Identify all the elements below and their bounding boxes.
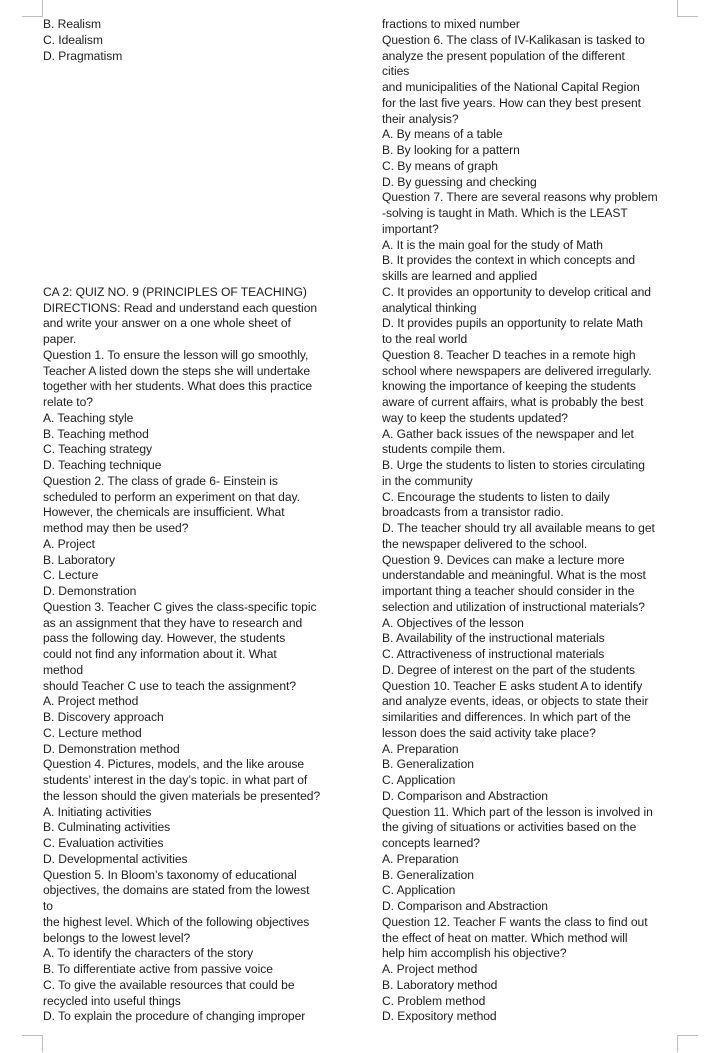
text-line: pass the following day. However, the students	[43, 631, 286, 646]
text-line: analyze the present population of the different	[382, 48, 625, 63]
text-line: D. Developmental activities	[43, 851, 188, 866]
text-line: skills are learned and applied	[382, 269, 538, 283]
text-line: B. Generalization	[382, 757, 474, 772]
text-line: C. Idealism	[43, 32, 103, 47]
text-line: B. By looking for a pattern	[382, 143, 520, 157]
text-line: relate to?	[43, 395, 93, 409]
text-line: Question 3. Teacher C gives the class-specific topic	[43, 599, 317, 614]
blank-line	[43, 253, 365, 269]
text-line: and municipalities of the National Capital Region	[382, 80, 640, 94]
text-line: D. Degree of interest on the part of the students	[382, 662, 636, 677]
text-line: B. Generalization	[382, 867, 474, 882]
text-line: should Teacher C use to teach the assignment?	[43, 678, 296, 693]
blank-line	[43, 190, 365, 206]
text-line: A. Initiating activities	[43, 804, 152, 819]
text-line: D. Expository method	[382, 1009, 497, 1024]
text-line: D. By guessing and checking	[382, 174, 537, 189]
text-line: help him accomplish his objective?	[382, 946, 567, 961]
text-line: knowing the importance of keeping the students	[382, 379, 636, 394]
text-line: students compile them.	[382, 442, 506, 457]
text-line: C. Attractiveness of instructional materials	[382, 647, 605, 661]
text-line: C. Encourage the students to listen to daily	[382, 489, 610, 504]
blank-line	[43, 222, 365, 238]
text-line: B. Laboratory method	[382, 977, 498, 992]
text-line: together with her students. What does this practice	[43, 379, 313, 394]
text-line: similarities and differences. In which part of the	[382, 710, 631, 724]
text-line: C. By means of graph	[382, 158, 498, 173]
text-line: D. Teaching technique	[43, 458, 162, 472]
text-line: Question 4. Pictures, models, and the like arouse	[43, 757, 305, 772]
text-line: the giving of situations or activities based on the	[382, 820, 637, 835]
text-line: A. By means of a table	[382, 127, 503, 142]
text-line: important?	[382, 221, 439, 236]
text-line: Question 6. The class of IV-Kalikasan is tasked to	[382, 32, 645, 47]
page-corner-mark	[22, 0, 43, 17]
text-line: A. Project	[43, 536, 95, 551]
text-line: A. Project method	[382, 962, 478, 976]
blank-line	[43, 80, 365, 96]
text-line: C. Evaluation activities	[43, 836, 164, 850]
text-line: selection and utilization of instructional materials?	[382, 599, 645, 614]
text-line: A. It is the main goal for the study of Math	[382, 237, 603, 252]
text-line: Question 8. Teacher D teaches in a remote high	[382, 347, 636, 362]
text-line: in the community	[382, 473, 473, 488]
text-line: Question 5. In Bloom’s taxonomy of educational	[43, 867, 297, 882]
text-line: C. It provides an opportunity to develop critical and	[382, 284, 651, 299]
text-line: B. Laboratory	[43, 552, 115, 567]
text-line: D. To explain the procedure of changing improper	[43, 1009, 306, 1024]
text-line: A. Teaching style	[43, 410, 134, 425]
blank-line	[43, 238, 365, 254]
text-line: B. Availability of the instructional materials	[382, 631, 605, 646]
text-line: Teacher A listed down the steps she will undertake	[43, 363, 311, 378]
text-line: D. Demonstration	[43, 584, 137, 598]
text-line: objectives, the domains are stated from the lowest	[43, 883, 310, 898]
text-line: D. The teacher should try all available means to get	[382, 521, 655, 535]
text-line: A. Objectives of the lesson	[382, 615, 524, 630]
text-line: Question 1. To ensure the lesson will go smoothly,	[43, 347, 309, 362]
text-line: for the last five years. How can they best present	[382, 95, 641, 110]
text-line: C. Lecture	[43, 568, 99, 583]
text-line: B. To differentiate active from passive voice	[43, 962, 273, 976]
text-line: C. Application	[382, 773, 456, 787]
text-line: method may then be used?	[43, 521, 189, 535]
text-line: understandable and meaningful. What is the most	[382, 568, 646, 583]
text-line: could not find any information about it. What	[43, 647, 277, 661]
text-line: aware of current affairs, what is probably the best	[382, 395, 644, 409]
page-corner-mark	[22, 1035, 43, 1052]
blank-line	[43, 64, 365, 80]
text-line: the lesson should the given materials be presented?	[43, 788, 321, 803]
text-line: B. Culminating activities	[43, 820, 171, 835]
text-line: D. Comparison and Abstraction	[382, 899, 548, 913]
text-line: C. To give the available resources that could be	[43, 977, 295, 992]
text-line: B. It provides the context in which concepts and	[382, 253, 636, 268]
page-corner-mark	[677, 0, 698, 17]
text-line: A. Project method	[43, 694, 139, 709]
text-line: However, the chemicals are insufficient. What	[43, 505, 285, 520]
text-line: CA 2: QUIZ NO. 9 (PRINCIPLES OF TEACHING)	[43, 284, 307, 299]
text-line: C. Teaching strategy	[43, 442, 153, 457]
text-line: D. It provides pupils an opportunity to relate Math	[382, 316, 643, 331]
text-line: concepts learned?	[382, 836, 480, 850]
text-line: Question 9. Devices can make a lecture more	[382, 552, 625, 567]
text-line: DIRECTIONS: Read and understand each question	[43, 300, 318, 315]
text-line: method	[43, 662, 84, 677]
text-line: the newspaper delivered to the school.	[382, 536, 588, 551]
text-line: B. Discovery approach	[43, 710, 164, 724]
text-line: B. Realism	[43, 17, 101, 31]
text-line: way to keep the students updated?	[382, 410, 568, 425]
page-corner-mark	[677, 1035, 698, 1052]
text-line: school where newspapers are delivered irregularly.	[382, 363, 652, 378]
blank-line	[43, 206, 365, 222]
text-line: D. Pragmatism	[43, 48, 123, 63]
blank-line	[43, 96, 365, 112]
right-text-column	[382, 17, 712, 1025]
text-line: belongs to the lowest level?	[43, 930, 191, 945]
text-line: Question 7. There are several reasons why problem	[382, 190, 658, 205]
blank-line	[43, 159, 365, 175]
text-line: paper.	[43, 332, 77, 346]
text-line: Question 10. Teacher E asks student A to identify	[382, 678, 643, 693]
blank-line	[43, 143, 365, 159]
text-line: -solving is taught in Math. Which is the LEAST	[382, 206, 628, 220]
text-line: the highest level. Which of the following objectives	[43, 914, 310, 929]
text-line: analytical thinking	[382, 300, 477, 315]
text-line: fractions to mixed number	[382, 17, 520, 31]
text-line: C. Application	[382, 883, 456, 898]
text-line: broadcasts from a transistor radio.	[382, 505, 564, 520]
text-line: scheduled to perform an experiment on that day.	[43, 489, 300, 504]
text-line: B. Urge the students to listen to stories circulating	[382, 458, 645, 472]
text-line: A. Gather back issues of the newspaper and let	[382, 426, 634, 441]
text-line: A. Preparation	[382, 741, 459, 756]
blank-line	[43, 112, 365, 128]
text-line: their analysis?	[382, 111, 459, 126]
blank-line	[43, 175, 365, 191]
text-line: Question 12. Teacher F wants the class to find out	[382, 914, 648, 929]
text-line: the effect of heat on matter. Which method will	[382, 930, 628, 945]
text-line: recycled into useful things	[43, 993, 181, 1008]
text-line: A. Preparation	[382, 851, 459, 866]
text-line: Question 2. The class of grade 6- Einstein is	[43, 473, 278, 488]
text-line: and write your answer on a one whole sheet of	[43, 316, 291, 331]
text-line: D. Demonstration method	[43, 741, 180, 756]
left-text-column	[43, 17, 365, 1025]
text-line: students’ interest in the day’s topic. in what part of	[43, 773, 308, 787]
text-line: important thing a teacher should consider in the	[382, 584, 635, 598]
text-line: B. Teaching method	[43, 426, 149, 441]
text-line: D. Comparison and Abstraction	[382, 788, 548, 803]
text-line: A. To identify the characters of the story	[43, 946, 254, 961]
text-line: lesson does the said activity take place?	[382, 725, 596, 740]
text-line: and analyze events, ideas, or objects to state their	[382, 694, 649, 709]
text-line: C. Problem method	[382, 993, 486, 1008]
text-line: cities	[382, 64, 410, 79]
blank-line	[43, 127, 365, 143]
text-line: to the real world	[382, 332, 468, 346]
text-line: as an assignment that they have to research and	[43, 615, 303, 630]
text-line: to	[43, 899, 53, 913]
text-line: C. Lecture method	[43, 725, 142, 740]
text-line: Question 11. Which part of the lesson is involved in	[382, 804, 653, 819]
blank-line	[43, 269, 365, 285]
